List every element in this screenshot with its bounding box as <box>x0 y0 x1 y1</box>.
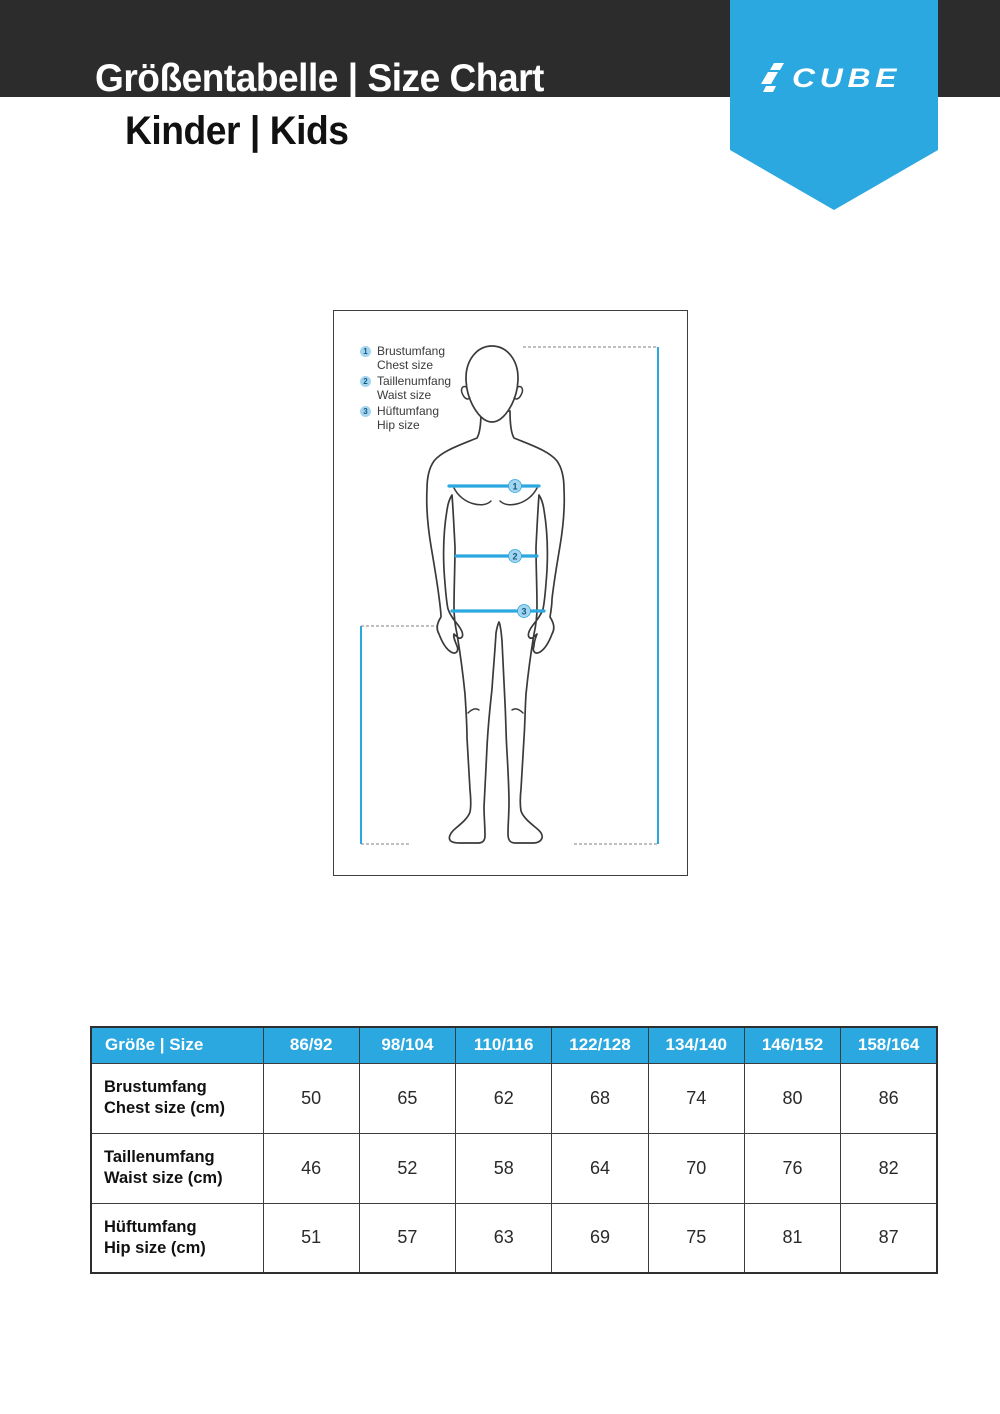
legend-item-chest <box>360 344 451 372</box>
page-subtitle: Kinder | Kids <box>125 109 349 153</box>
measurement-legend <box>360 344 451 434</box>
cell-value: 76 <box>744 1133 840 1203</box>
cell-value: 46 <box>263 1133 359 1203</box>
cell-value: 65 <box>359 1063 455 1133</box>
size-table <box>90 1026 938 1274</box>
column-header: 134/140 <box>648 1027 744 1063</box>
legend-badge-3: 3 <box>360 406 371 417</box>
size-table-header-row <box>91 1027 937 1063</box>
column-header: 146/152 <box>744 1027 840 1063</box>
legend-badge-2: 2 <box>360 376 371 387</box>
cell-value: 82 <box>841 1133 937 1203</box>
brand-ribbon <box>730 0 938 212</box>
table-row-waist <box>91 1133 937 1203</box>
cell-value: 69 <box>552 1203 648 1273</box>
legend-label-de: Brustumfang <box>377 344 446 358</box>
row-label: Hüftumfang Hip size (cm) <box>91 1203 263 1273</box>
row-label: Taillenumfang Waist size (cm) <box>91 1133 263 1203</box>
column-header: 98/104 <box>359 1027 455 1063</box>
legend-item-hip <box>360 404 451 432</box>
cell-value: 51 <box>263 1203 359 1273</box>
marker-waist: 2 <box>512 551 518 562</box>
cell-value: 64 <box>552 1133 648 1203</box>
cell-value: 52 <box>359 1133 455 1203</box>
cell-value: 57 <box>359 1203 455 1273</box>
row-label: Brustumfang Chest size (cm) <box>91 1063 263 1133</box>
measurement-figure-box <box>333 310 688 876</box>
legend-badge-1: 1 <box>360 346 371 357</box>
page-title: Größentabelle | Size Chart <box>95 57 544 100</box>
cube-logo <box>760 63 902 94</box>
cell-value: 58 <box>456 1133 552 1203</box>
cell-value: 74 <box>648 1063 744 1133</box>
legend-label-de: Taillenumfang <box>377 374 452 388</box>
column-header: 110/116 <box>456 1027 552 1063</box>
column-header-size: Größe | Size <box>91 1027 263 1063</box>
table-row-hip <box>91 1203 937 1273</box>
column-header: 122/128 <box>552 1027 648 1063</box>
marker-hip: 3 <box>521 606 527 617</box>
marker-chest: 1 <box>512 481 518 492</box>
legend-label-en: Hip size <box>377 418 420 432</box>
legend-item-waist <box>360 374 451 402</box>
column-header: 158/164 <box>841 1027 937 1063</box>
cell-value: 80 <box>744 1063 840 1133</box>
table-row-chest <box>91 1063 937 1133</box>
cell-value: 81 <box>744 1203 840 1273</box>
cell-value: 87 <box>841 1203 937 1273</box>
legend-label-en: Waist size <box>377 388 432 402</box>
cell-value: 75 <box>648 1203 744 1273</box>
column-header: 86/92 <box>263 1027 359 1063</box>
legend-label-en: Chest size <box>377 358 434 372</box>
cell-value: 62 <box>456 1063 552 1133</box>
cube-logo-text: CUBE <box>792 63 902 93</box>
legend-label-de: Hüftumfang <box>377 404 440 418</box>
cell-value: 63 <box>456 1203 552 1273</box>
cell-value: 68 <box>552 1063 648 1133</box>
cell-value: 50 <box>263 1063 359 1133</box>
cube-logo-icon <box>760 63 786 94</box>
cell-value: 70 <box>648 1133 744 1203</box>
cell-value: 86 <box>841 1063 937 1133</box>
